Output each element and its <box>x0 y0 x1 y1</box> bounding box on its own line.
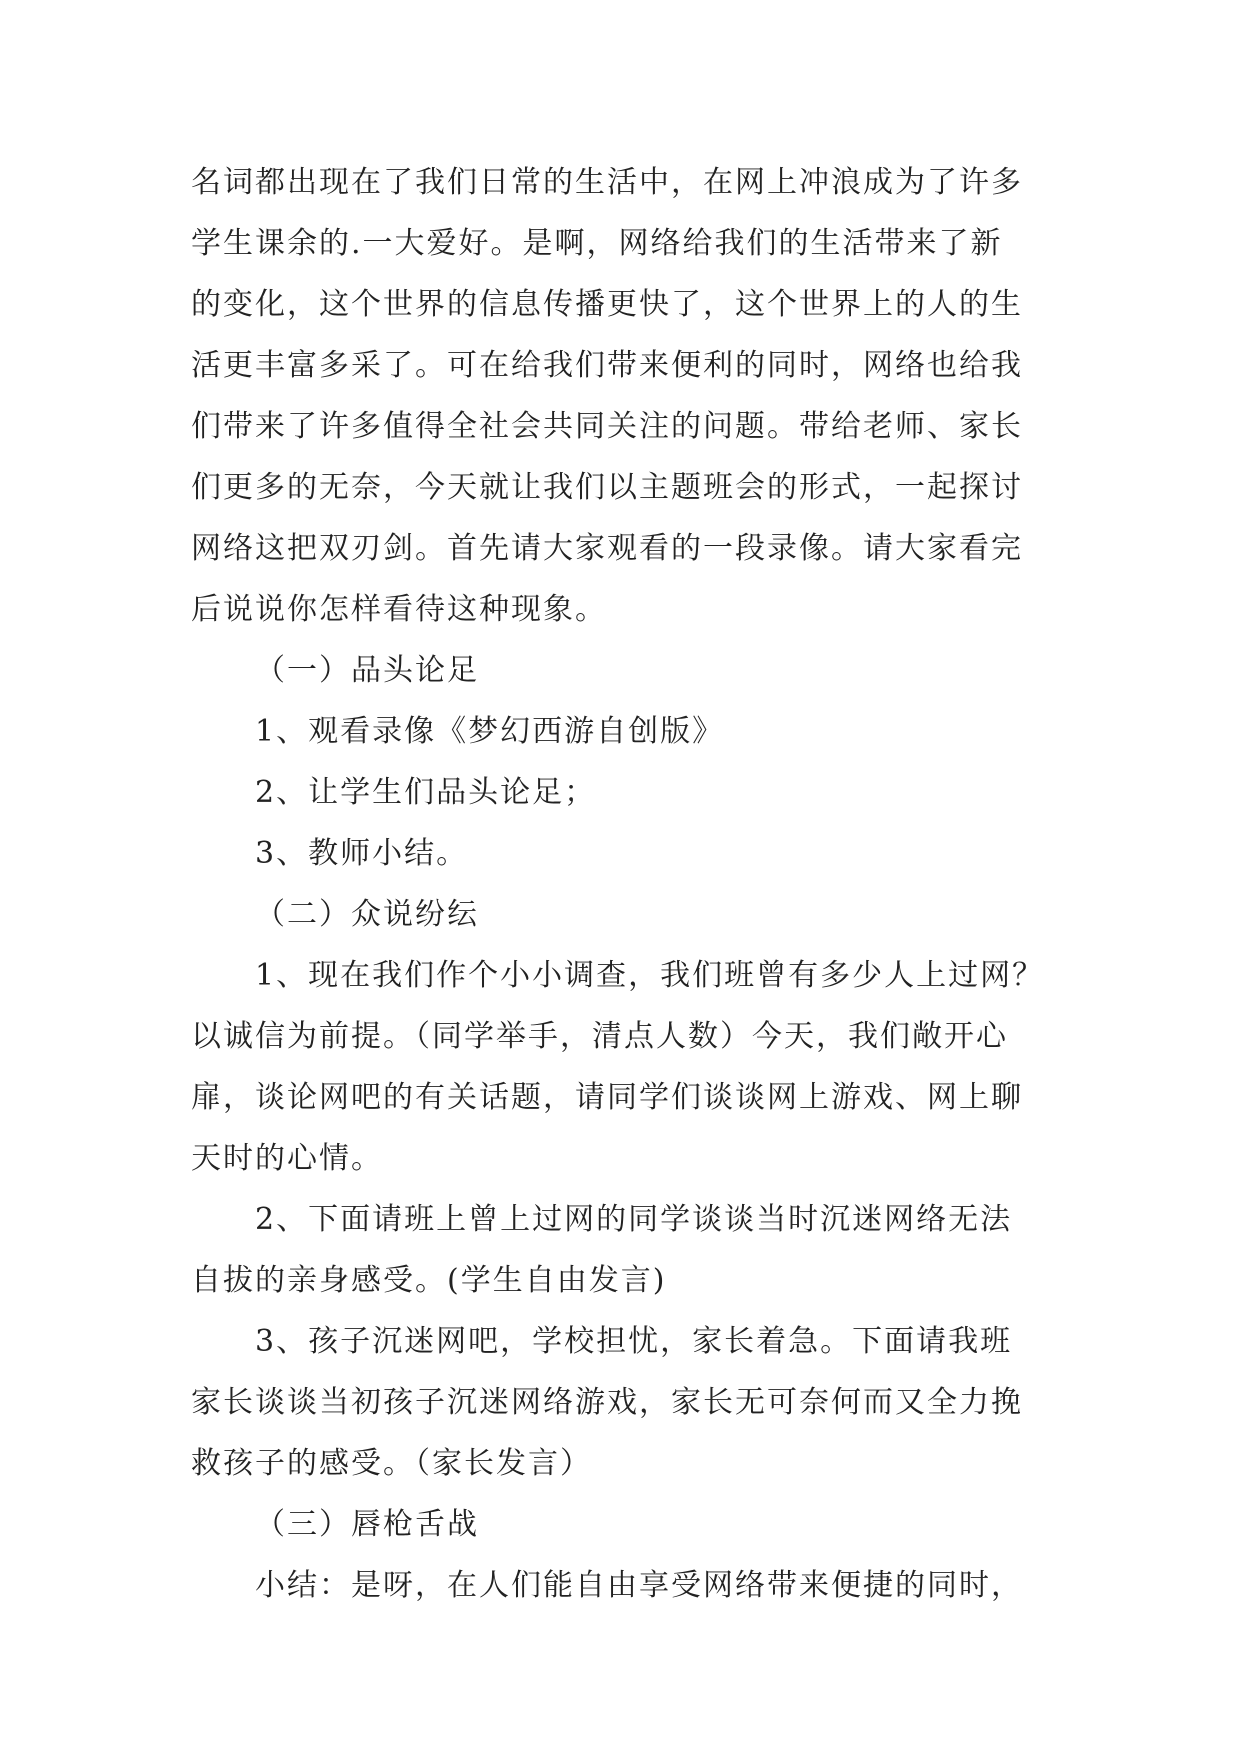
text-line: 1、现在我们作个小小调查，我们班曾有多少人上过网？ <box>255 958 1045 993</box>
text-line: （二）众说纷纭 <box>255 897 479 932</box>
text-line: 自拔的亲身感受。(学生自由发言) <box>191 1263 667 1298</box>
text-line: 的变化，这个世界的信息传播更快了，这个世界上的人的生 <box>191 287 1023 322</box>
text-line: （三）唇枪舌战 <box>255 1507 479 1542</box>
document-body <box>191 152 1051 1616</box>
text-line: 救孩子的感受。（家长发言） <box>191 1446 592 1481</box>
text-line: 以诚信为前提。（同学举手，清点人数）今天，我们敞开心 <box>191 1019 1008 1054</box>
text-line: 后说说你怎样看待这种现象。 <box>191 592 607 627</box>
text-line: 学生课余的.一大爱好。是啊，网络给我们的生活带来了新 <box>191 226 1003 261</box>
text-line: 小结：是呀，在人们能自由享受网络带来便捷的同时， <box>255 1568 1023 1603</box>
text-line: 1、观看录像《梦幻西游自创版》 <box>255 714 725 749</box>
text-line: 活更丰富多采了。可在给我们带来便利的同时，网络也给我 <box>191 348 1023 383</box>
text-line: 2、让学生们品头论足； <box>255 775 597 810</box>
text-line: 3、教师小结。 <box>255 836 469 871</box>
text-line: 名词都出现在了我们日常的生活中，在网上冲浪成为了许多 <box>191 165 1023 200</box>
text-line: 们带来了许多值得全社会共同关注的问题。带给老师、家长 <box>191 409 1023 444</box>
text-line: 扉，谈论网吧的有关话题，请同学们谈谈网上游戏、网上聊 <box>191 1080 1023 1115</box>
text-line: 们更多的无奈，今天就让我们以主题班会的形式，一起探讨 <box>191 470 1023 505</box>
text-line: 2、下面请班上曾上过网的同学谈谈当时沉迷网络无法 <box>255 1202 1013 1237</box>
text-line: 网络这把双刃剑。首先请大家观看的一段录像。请大家看完 <box>191 531 1023 566</box>
text-line: 3、孩子沉迷网吧，学校担忧，家长着急。下面请我班 <box>255 1324 1013 1359</box>
text-line: （一）品头论足 <box>255 653 479 688</box>
text-line: 天时的心情。 <box>191 1141 383 1176</box>
text-line: 家长谈谈当初孩子沉迷网络游戏，家长无可奈何而又全力挽 <box>191 1385 1023 1420</box>
